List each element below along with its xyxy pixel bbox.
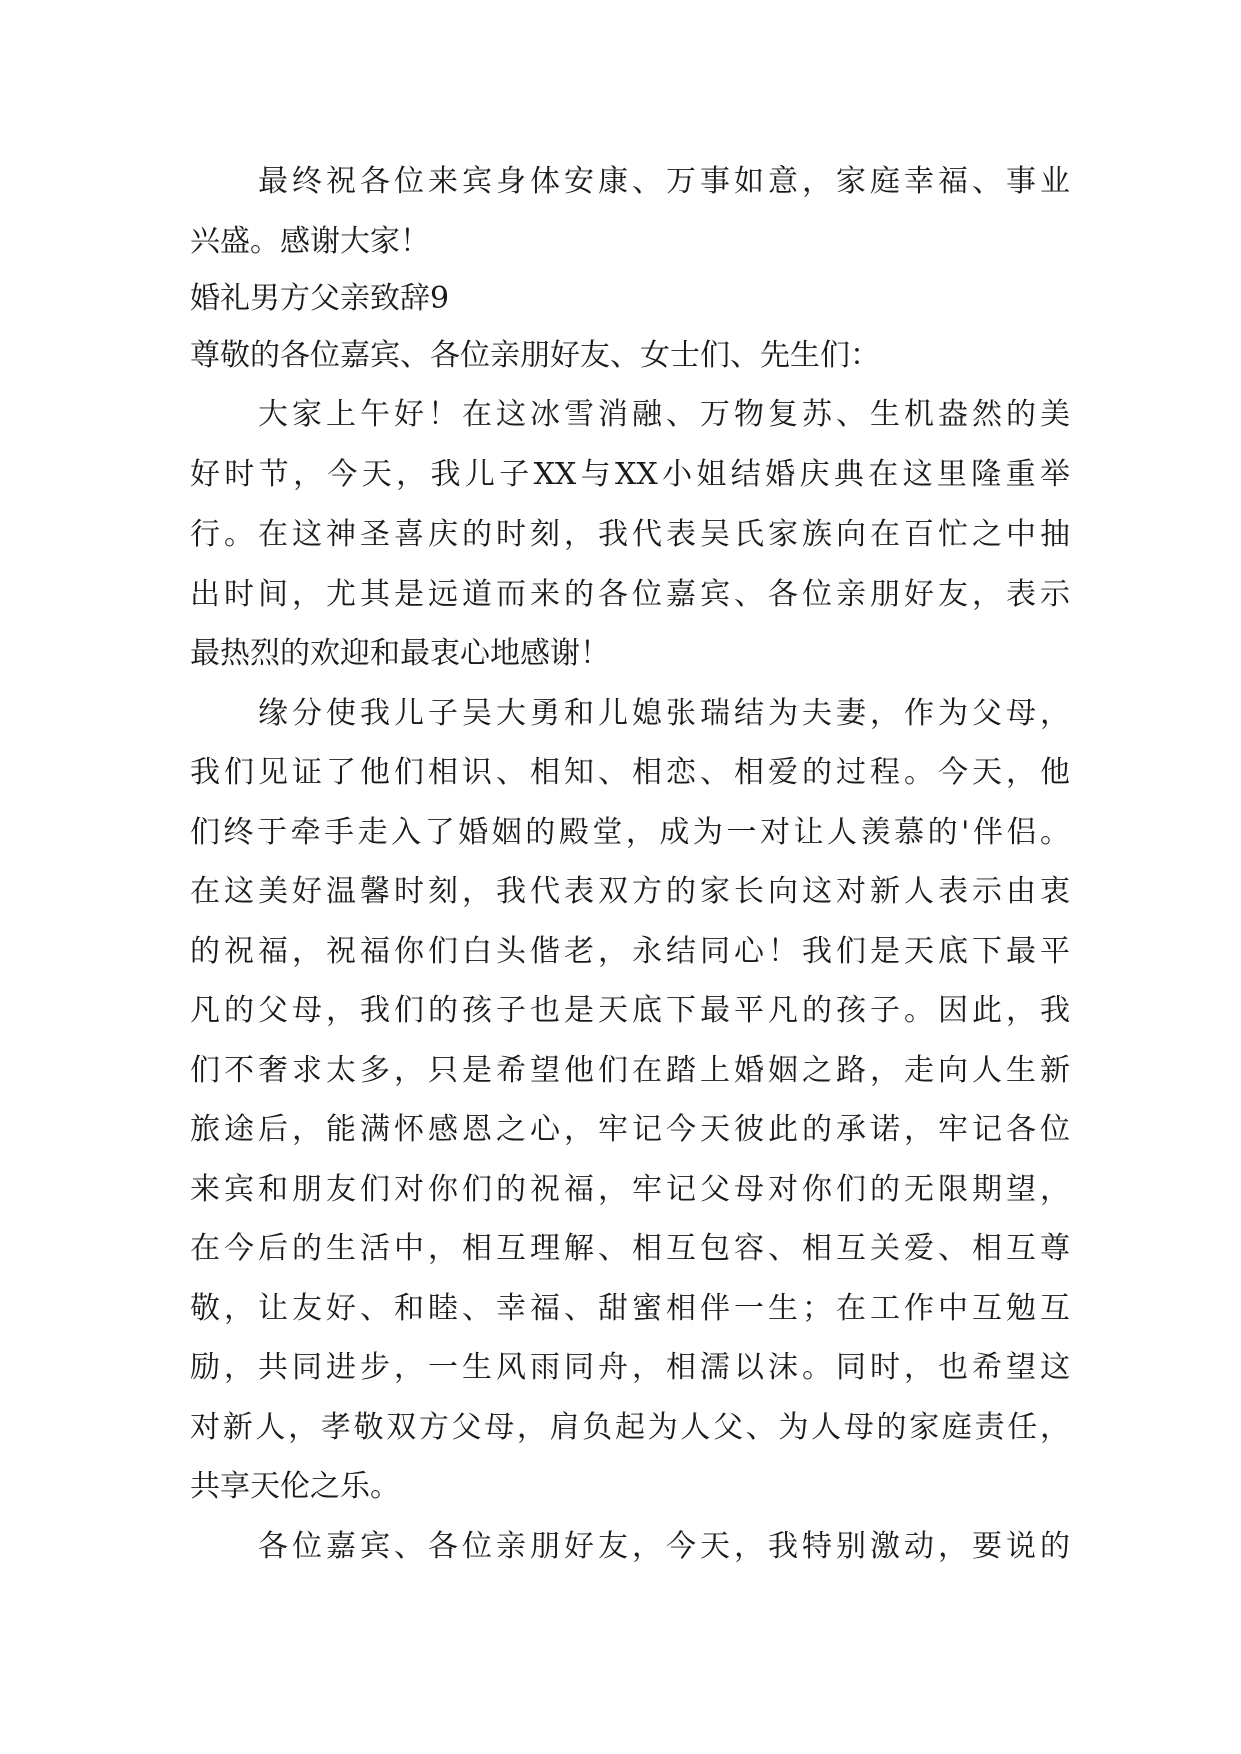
text-line: 凡的父母，我们的孩子也是天底下最平凡的孩子。因此，我 <box>190 993 1070 1028</box>
text-line: 大家上午好！在这冰雪消融、万物复苏、生机盎然的美 <box>258 397 1070 432</box>
text-line: 励，共同进步，一生风雨同舟，相濡以沫。同时，也希望这 <box>190 1350 1070 1385</box>
text-line: 兴盛。感谢大家！ <box>190 224 430 259</box>
text-line: 的祝福，祝福你们白头偕老，永结同心！我们是天底下最平 <box>190 934 1070 969</box>
text-line: 共享天伦之乐。 <box>190 1469 400 1504</box>
text-line: 各位嘉宾、各位亲朋好友，今天，我特别激动，要说的 <box>258 1529 1070 1564</box>
text-line: 我们见证了他们相识、相知、相恋、相爱的过程。今天，他 <box>190 755 1070 790</box>
text-line: 在这美好温馨时刻，我代表双方的家长向这对新人表示由衷 <box>190 874 1070 909</box>
text-line: 最终祝各位来宾身体安康、万事如意，家庭幸福、事业 <box>258 164 1070 199</box>
salutation: 尊敬的各位嘉宾、各位亲朋好友、女士们、先生们： <box>190 338 880 373</box>
text-line: 出时间，尤其是远道而来的各位嘉宾、各位亲朋好友，表示 <box>190 577 1070 612</box>
text-line: 缘分使我儿子吴大勇和儿媳张瑞结为夫妻，作为父母， <box>258 696 1070 731</box>
section-heading: 婚礼男方父亲致辞9 <box>190 281 450 316</box>
text-line: 在今后的生活中，相互理解、相互包容、相互关爱、相互尊 <box>190 1231 1070 1266</box>
text-line: 对新人，孝敬双方父母，肩负起为人父、为人母的家庭责任， <box>190 1410 1070 1445</box>
text-line: 好时节，今天，我儿子XX与XX小姐结婚庆典在这里隆重举 <box>190 457 1070 492</box>
text-line: 们终于牵手走入了婚姻的殿堂，成为一对让人羡慕的'伴侣。 <box>190 815 1070 850</box>
text-line: 来宾和朋友们对你们的祝福，牢记父母对你们的无限期望， <box>190 1172 1070 1207</box>
text-line: 敬，让友好、和睦、幸福、甜蜜相伴一生；在工作中互勉互 <box>190 1291 1070 1326</box>
text-line: 们不奢求太多，只是希望他们在踏上婚姻之路，走向人生新 <box>190 1053 1070 1088</box>
text-line: 最热烈的欢迎和最衷心地感谢！ <box>190 636 610 671</box>
text-line: 行。在这神圣喜庆的时刻，我代表吴氏家族向在百忙之中抽 <box>190 517 1070 552</box>
text-line: 旅途后，能满怀感恩之心，牢记今天彼此的承诺，牢记各位 <box>190 1112 1070 1147</box>
